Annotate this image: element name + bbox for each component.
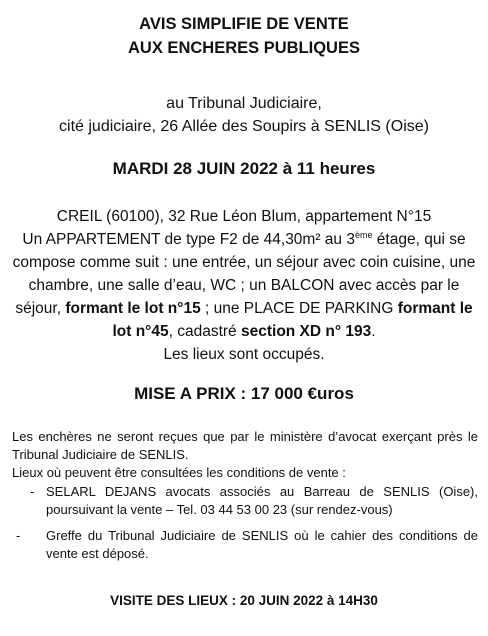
sale-date: MARDI 28 JUIN 2022 à 11 heures xyxy=(112,159,376,178)
starting-price: MISE A PRIX : 17 000 €uros xyxy=(134,384,354,403)
property-desc-d: , cadastré xyxy=(168,323,241,340)
list-item-text: SELARL DEJANS avocats associés au Barreau de SENLIS (Oise), poursuivant la vente – Tel. 03 44 53 00 23 (sur rendez-vous) xyxy=(46,484,478,517)
property-address: CREIL (60100), 32 Rue Léon Blum, appartement N°15 xyxy=(56,208,432,225)
consultation-places-intro: Lieux où peuvent être consultées les conditions de vente : xyxy=(12,465,346,480)
venue-line-1: au Tribunal Judiciaire, xyxy=(166,95,322,112)
venue-block xyxy=(0,92,488,138)
cadastre-label: section XD n° 193 xyxy=(240,323,372,340)
property-desc-e: . xyxy=(371,323,376,340)
bids-condition-paragraph: Les enchères ne seront reçues que par le ministère d’avocat exerçant près le Tribunal Judiciaire de SENLIS. xyxy=(12,429,478,462)
notice-title-line-1: AVIS SIMPLIFIE DE VENTE xyxy=(139,15,349,33)
venue-line-2: cité judiciaire, 26 Allée des Soupirs à SENLIS (Oise) xyxy=(59,118,429,135)
floor-superscript: ème xyxy=(354,230,373,240)
lot-45-label: formant le lot n°45 xyxy=(112,300,473,340)
property-desc-a: Un APPARTEMENT de type F2 de 44,30m² au 3 xyxy=(22,231,355,248)
list-item-text: Greffe du Tribunal Judiciaire de SENLIS où le cahier des conditions de vente est déposé. xyxy=(46,528,478,561)
visit-date: VISITE DES LIEUX : 20 JUIN 2022 à 14H30 xyxy=(110,593,378,608)
property-details xyxy=(8,228,480,343)
lot-15-label: formant le lot n°15 xyxy=(65,300,201,317)
notice-title-line-2: AUX ENCHERES PUBLIQUES xyxy=(128,39,360,57)
property-description xyxy=(8,205,480,366)
property-desc-b: étage, qui se compose comme suit : une entrée, un séjour avec coin cuisine, une chambre, une salle d’eau, WC ; un BALCON avec accès par le séjour, xyxy=(12,231,476,317)
bullet-dash: - xyxy=(16,528,21,543)
bullet-dash: - xyxy=(30,484,35,499)
occupancy-status: Les lieux sont occupés. xyxy=(163,346,325,363)
property-desc-c: ; une PLACE DE PARKING xyxy=(200,300,398,317)
